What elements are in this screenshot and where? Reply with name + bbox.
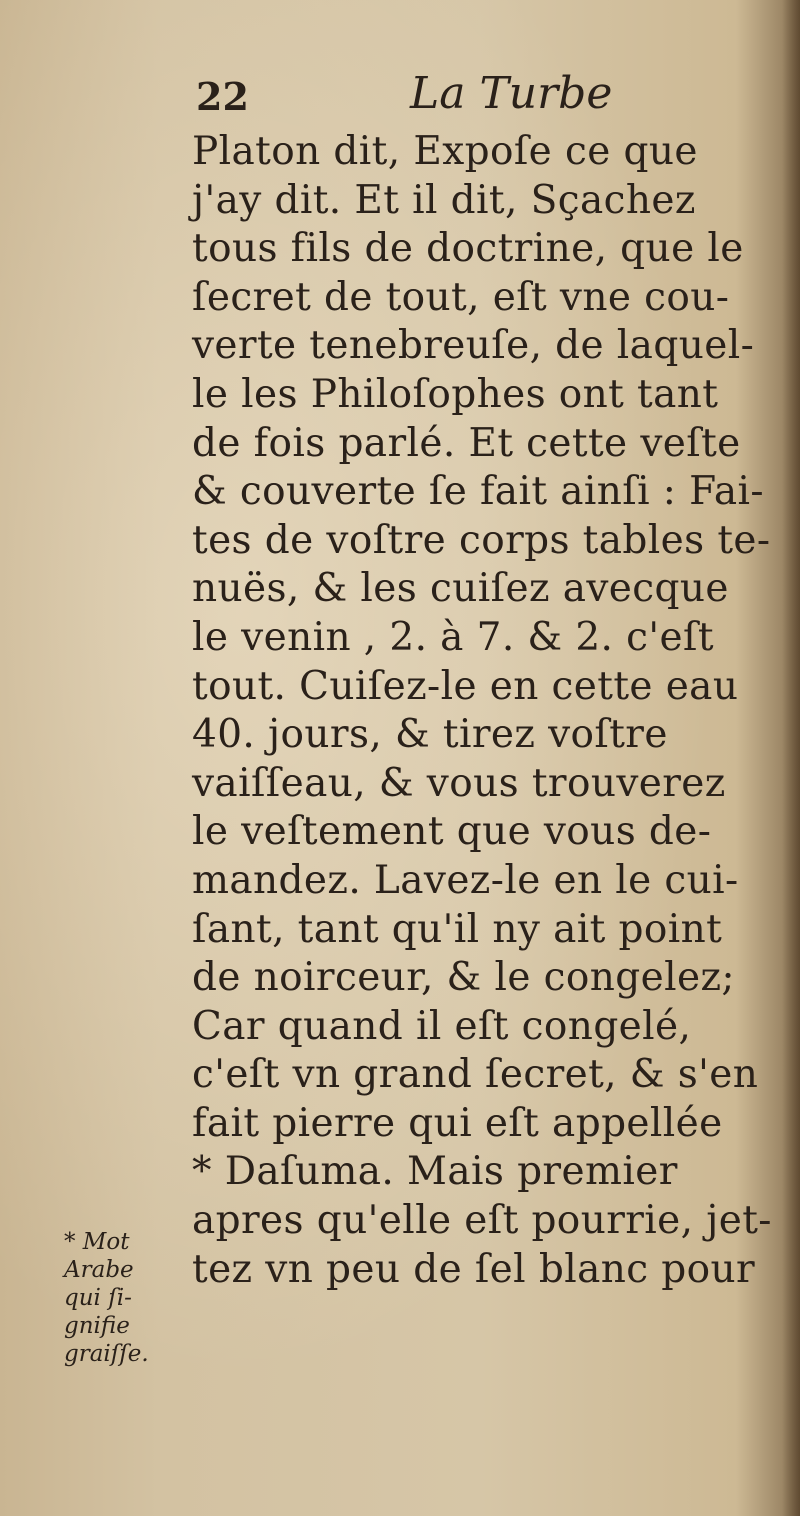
text-line: & couverte ſe fait ainſi : Fai- [192,469,764,515]
marginal-note-line: * Mot [64,1229,130,1255]
body-text [192,128,782,1294]
text-line: ſecret de tout, eſt vne cou- [192,274,730,320]
text-line: verte tenebreuſe, de laquel- [192,323,755,369]
text-line: Car quand il eſt congelé, [192,1003,692,1049]
text-line: apres qu'elle eſt pourrie, jet- [192,1198,772,1244]
marginal-note-line: gnifie [64,1313,130,1339]
marginal-note-line: graiſſe. [64,1341,149,1367]
page-edge-shadow [782,0,800,1516]
marginal-note [64,1228,194,1368]
text-line: ſant, tant qu'il ny ait point [192,906,723,952]
text-line: * Daſuma. Mais premier [192,1149,678,1195]
text-line: c'eſt vn grand ſecret, & s'en [192,1052,759,1098]
page-header [196,68,776,128]
running-title: La Turbe [410,68,613,119]
text-line: 40. jours, & tirez voſtre [192,712,668,758]
text-line: mandez. Lavez-le en le cui- [192,857,739,903]
text-line: vaiſſeau, & vous trouverez [192,760,726,806]
text-line: tez vn peu de ſel blanc pour [192,1246,756,1292]
text-line: tes de voſtre corps tables te- [192,517,771,563]
text-line: tous fils de doctrine, que le [192,226,744,272]
text-line: de fois parlé. Et cette veſte [192,420,741,466]
text-line: de noirceur, & le congelez; [192,955,735,1001]
text-line: le venin , 2. à 7. & 2. c'eſt [192,614,714,660]
text-line: le les Philoſophes ont tant [192,371,719,417]
page-number: 22 [196,74,249,119]
text-line: le veſtement que vous de- [192,809,712,855]
marginal-note-line: qui ſi- [64,1285,132,1311]
text-line: tout. Cuiſez-le en cette eau [192,663,739,709]
marginal-note-line: Arabe [64,1257,134,1283]
text-line: fait pierre qui eſt appellée [192,1100,723,1146]
text-line: j'ay dit. Et il dit, Sçachez [192,177,696,223]
text-line: nuës, & les cuiſez avecque [192,566,729,612]
text-line: Platon dit, Expoſe ce que [192,129,698,174]
